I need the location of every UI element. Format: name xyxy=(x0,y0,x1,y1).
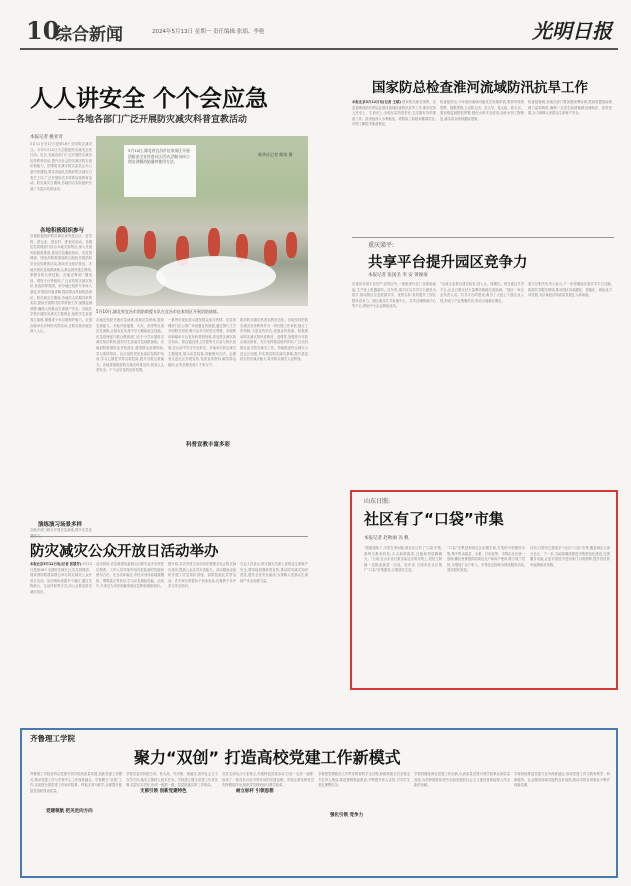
article4-text-col3: 据介绍,本次开放日活动旨在增强全社会防灾减灾意识,提高公众应对灾害能力。活动期间还组织开展了应急知识讲座、消防技能比武等活动。许多家长带着孩子前来参加,在寓教于乐中学习安全知识。 xyxy=(168,562,236,589)
inset-caption: 5月10日,湖北省宜昌市伍家岗区开展消防安全宣传进社区活动,消防员向小朋友讲解消防器材使用方法。 xyxy=(128,148,190,164)
date-line: 2024年5月13日 星期一 责任编辑:张娟、李艳 xyxy=(152,29,265,35)
article6-title: 社区有了“口袋”市集 xyxy=(364,510,504,528)
article2-text-col2: 检查组指出,今年淮河流域可能发生较重汛情,要树牢底线思维、极限思维,立足防大汛、抗大旱、抢大险、救大灾。要加强监测预报预警,强化水库安全度汛,加快水毁工程修复,落实群众转移避险措施。 xyxy=(440,100,524,121)
article3-text-col3: 梁平区相关负责人表示,下一步将继续完善共享平台功能,拓展共享服务领域,推动园区向高端化、智能化、绿色化方向发展,为区域经济高质量发展注入新动能。 xyxy=(528,282,612,298)
article1-text-col2: 各地还组织开展应急演练,检验应急预案,提高实战能力。多地开展地震、火灾、洪涝等灾害应急演练,让群众在实战中学习避险逃生技能。应急管理部门联合教育部门在中小学开展防灾减灾知识教育,组织学生参加应急疏散演练。各地消防救援队伍开放营区,邀请群众参观体验,学习消防知识。社区组织居民参加应急救护培训,学习心肺复苏等急救技能,提升自救互救能力。各地持续推进防灾减灾科普宣传,营造人人讲安全、个个会应急的良好氛围。 xyxy=(96,318,164,373)
article6-text-col2: “口袋”市集是利用社区闲置空间,打造的小型便民市集,集中售卖蔬菜、水果、日用品等。市集由社区统一管理,摊位免费提供给周边农户和商户使用,既方便了居民,又增加了农户收入。市集还定期举办便民服务活动,受到居民欢迎。 xyxy=(447,546,525,573)
article1-title: 人人讲安全 个个会应急 xyxy=(30,85,269,112)
article1-subhead-3: 演练演习场景多样 xyxy=(38,522,83,528)
article6-text-col1: “我刚退休了,平时在家闲着,现在社区有了‘口袋’市集,我每天都来转转,买点新鲜蔬菜,还能和邻居聊聊天。”日前,在山东省日照市某社区的市集上,居民王阿姨一边挑选蔬菜一边说。近年来,日照市在社区推广“口袋”市集建设,方便居民生活。 xyxy=(364,546,442,573)
article7-text-col5: 学校将继续深化党建工作创新,以高质量党建引领学校事业高质量发展,为培养德智体美劳全面发展的社会主义建设者和接班人作出新的贡献。 xyxy=(414,772,510,788)
article7-text-col3: 各党支部结合专业特点,开展特色党建活动,打造一支部一品牌,形成了一批具有示范引领作用的党建品牌。学校注重发挥党员先锋模范作用,组织党员教师参与教学改革。 xyxy=(222,772,314,788)
article5-title: 科普宣教丰富多彩 xyxy=(186,442,231,448)
article2-text-col3: 检查组强调,各级各部门要加强统筹协调,提前预置抢险救援力量和物资,确保一旦发生险情能够迅速响应、高效处置,全力保障人民群众生命财产安全。 xyxy=(528,100,612,116)
article7-text-col2: 学校党委坚持把方向、管大局、作决策、保落实,坚持社会主义办学方向,落实立德树人根本任务。学校建立健全党建工作责任制,层层压实责任,形成一级抓一级、层层抓落实的工作格局。 xyxy=(126,772,218,788)
article1-subhead-1: 各地积极组织参与 xyxy=(40,228,85,234)
article1-text-col1a: 5月11日至17日是第16个全国防灾减灾日。今年5月12日为主题是防灾减灾全民行动。近日,各地各部门广泛开展防灾减灾宣传教育活动,提升全社会防灾减灾救灾意识和能力。国家防灾减灾救灾委员会办公室印发通知,要求各地扎实做好防灾减灾日有关工作,广泛开展形式多样的宣传教育活动。防灾减灾日期间,各地结合实际组织开展了丰富多彩的活动。 xyxy=(30,142,92,191)
article7-kicker: 齐鲁理工学院 xyxy=(30,734,75,743)
newspaper-logo: 光明日报 xyxy=(532,19,612,43)
article6-text-col3: 目前,日照市已建成多个社区“口袋”市集,覆盖城区大部分社区。下一步,当地将继续推进市集规范化建设,完善服务功能,让更多居民享受到家门口的便利,提升居民的幸福感和获得感。 xyxy=(530,546,610,567)
article7-subhead-4: 强化引领 竞争力 xyxy=(330,813,364,818)
article7-subhead-2: 支部引领 创新党建特色 xyxy=(140,789,187,794)
article1-text-col3: 一系列可视化展示激发群众参与热情。应急管理部门在公园广场设置宣传展板,通过图片文字介绍防灾知识,吸引众多市民驻足观看。各地利用新媒体平台发布科普短视频,普及防灾减灾救灾知识。群众通过线上答题等方式参与知识竞赛,在互动中学习安全常识。多地举办防灾减灾主题展览,展示应急装备,讲解使用方法。志愿者走进社区开展宣传,发放宣传资料,解答群众疑问,让安全理念深入千家万户。 xyxy=(168,318,236,367)
article7-text-col6: 学校持续推进党建与业务深度融合,形成党建工作与教育教学、科研服务、社会服务同频共振的良好局面,推动学校各项事业不断开创新局面。 xyxy=(514,772,610,788)
article3-byline: 本报记者 张国圣 李 安 黄俊豪 xyxy=(368,273,428,278)
article2-title: 国家防总检查淮河流域防汛抗旱工作 xyxy=(372,80,588,96)
photo-credit: 新华社记者 熊琦 摄 xyxy=(258,152,293,157)
section-name: 综合新闻 xyxy=(55,25,123,45)
page-number: 10 xyxy=(26,16,60,45)
article3-title: 共享平台提升园区竞争力 xyxy=(368,255,528,271)
article7-subhead-1: 党建领航 把关定向方向 xyxy=(46,809,93,814)
photo-inset-caption-box xyxy=(124,145,196,197)
article6-kicker: 山东日照: xyxy=(364,498,391,505)
article3-text-col1: 在重庆市梁平区的产业园区内,一座座现代化厂房拔地而起,生产线上机器轰鸣。近年来,梁平区以共享平台建设为抓手,推动园区企业资源共享、优势互补,有效提升了园区整体竞争力。园区建设共享检测中心、共享仓储物流中心等平台,帮助中小企业降低成本。 xyxy=(352,282,436,309)
article4-text-col2: 活动现场,应急救援装备展示区吸引众多市民驻足观看。工作人员详细介绍各类装备的性能和使用方法。在互动体验区,市民亲身体验地震模拟、烟雾逃生等项目,学习应急避险技能。活动中,专家还为市民讲解家庭应急物资储备知识。 xyxy=(96,562,164,589)
article1-text-col1b: 各地积极组织防灾减灾宣传进社区、进学校、进企业、进农村、进家庭活动。各级应急管理部门结合本地灾害特点,深入开展风险隐患排查,普及应急避险知识。应急管理部、国家消防救援局联合组织开展消防安全宣传教育活动,推动安全知识普及。多地开展应急疏散演练,让群众熟悉逃生路线,掌握自救互救技能。各地还利用广播电视、网络平台等载体,广泛宣传防灾减灾知识,营造浓厚氛围。部分地区组织专家深入基层,开展面对面讲解,提高群众风险防范意识。防灾减灾日期间,各地结合汛期到来的实际,提前开展防汛抗旱准备工作,加强监测预警,确保人民群众生命财产安全。各地在学校开展防灾减灾主题班会,组织学生参加逃生演练,增强青少年自我保护能力。全国各地举办多种形式的活动,让防灾减灾理念深入人心。 xyxy=(30,234,92,334)
article7-subhead-3: 树立标杆 引领思想 xyxy=(236,789,274,794)
photo-caption: 5月10日,湖北省宜昌市消防救援支队在宜昌市伍家岗区开展消防演练。 xyxy=(96,309,221,314)
article4-byline: 本报北京5月12日电(记者 张慧芳) xyxy=(30,562,82,566)
article4-text-col1: 本报北京5月12日电(记者 张慧芳) 5月12日是第16个全国防灾减灾日,应急管理部、国家消防救援局联合举办防灾减灾公众开放日活动。活动现场设置多个展区,通过实物展示、互动体验等方式,向公众普及防灾减灾知识。 xyxy=(30,562,92,594)
article1-text-col4: 推动防灾减灾科普宣教常态化。各地坚持把防灾减灾宣传教育作为一项长期工作来抓,健全工作机制,丰富宣传形式,拓展宣传渠道。积极推动防灾减灾知识进教材、进课堂,加强青少年防灾减灾教育。充分发挥基层组织作用,广泛动员群众参与防灾减灾工作。持续推进综合减灾示范社区创建,夯实基层防灾减灾基础,提升基层综合防灾减灾能力,筑牢防灾减灾人民防线。 xyxy=(240,318,308,362)
article6-byline: 本报记者 赵秋丽 冯 帆 xyxy=(364,536,409,541)
article3-text-col2: “以前企业要自建实验室,投入大、周期长。现在通过共享平台,企业只需支付少量费用就能完成检测。”园区一家企业负责人说。共享平台的建设,吸引了大批上下游企业入驻,形成了产业集聚效应,带动当地就业增长。 xyxy=(440,282,524,303)
article1-byline: 本报记者 姚亚奇 xyxy=(30,135,63,140)
article4-text-col4: 与会人员表示,防灾减灾关系人民群众生命财产安全,要持续加强科普宣传,推动防灾减灾知识普及,提升全民安全素质,为保障人民群众生命财产安全贡献力量。 xyxy=(240,562,308,583)
article3-kicker: 重庆梁平: xyxy=(368,242,395,249)
article7-title: 聚力“双创” 打造高校党建工作新模式 xyxy=(134,748,401,767)
article7-text-col1: 齐鲁理工学院坚持以党建引领学校高质量发展,创新党建工作模式,推动党建工作与学校中心工作深度融合。学校聚力“双创”工作,以创建全国党建工作标杆院系、样板支部为抓手,全面提升基层党组织建设质量。 xyxy=(30,772,122,793)
article4-title: 防灾减灾公众开放日活动举办 xyxy=(30,544,219,560)
page-header xyxy=(20,10,618,50)
article1-text-col1c: 各地多部门联合开展应急演练,提升应急处 xyxy=(30,528,92,532)
article1-subtitle: ——各地各部门广泛开展防灾减灾科普宣教活动 xyxy=(58,115,248,125)
article2-byline: 本报北京5月12日电(记者 王斌) xyxy=(352,100,401,104)
article7-text-col4: 学校把思想政治工作贯穿教育教学全过程,积极构建全员全程全方位育人格局,推进课程思政建设,不断提升育人实效,引导学生坚定理想信念。 xyxy=(318,772,410,788)
article2-text-col1: 本报北京5月12日电(记者 王斌) 国家防总副总指挥、应急管理部部长带队赴淮河流域检查防汛抗旱工作,要求坚持人民至上、生命至上,全面压实防汛责任,扎实做好各项准备工作。检查组深入水利枢纽、堤防险工险段和蓄滞洪区,详细了解防汛准备情况。 xyxy=(352,100,436,127)
